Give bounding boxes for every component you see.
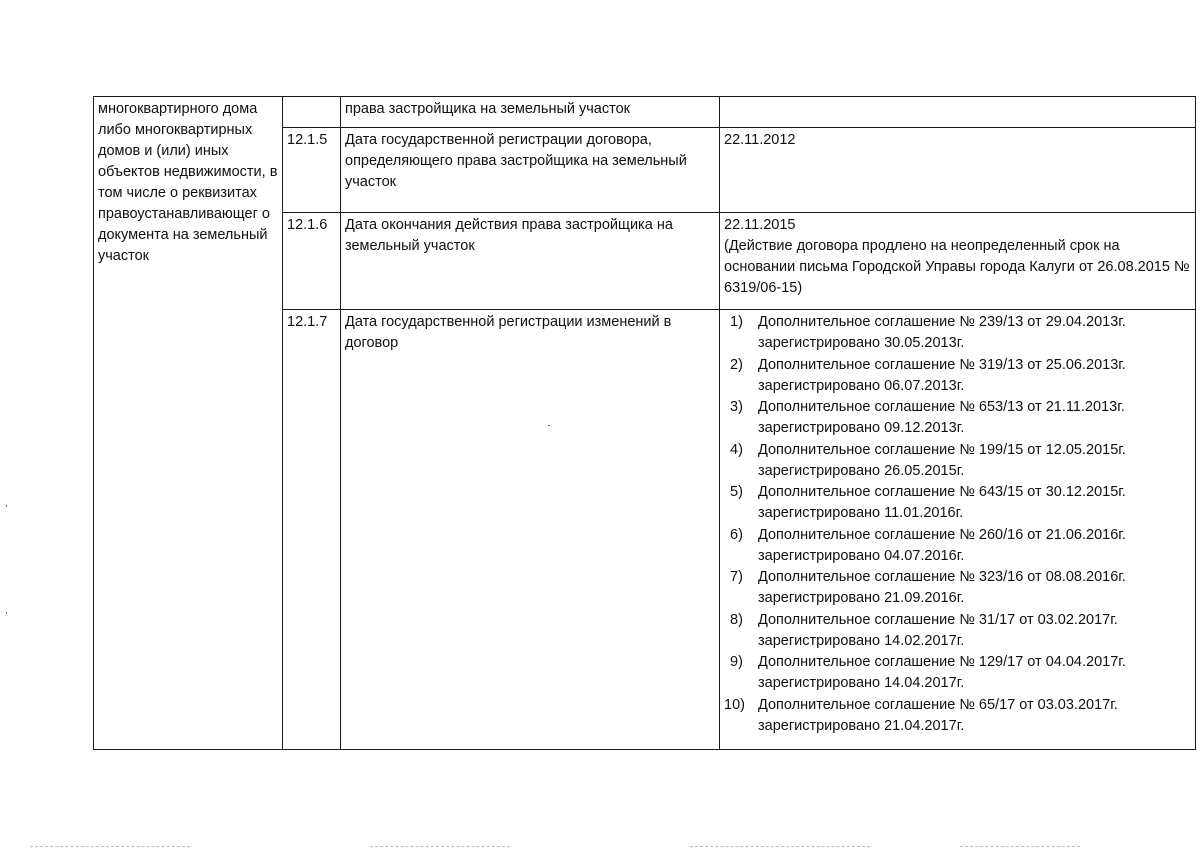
list-item xyxy=(724,355,1191,397)
scan-speck xyxy=(6,612,7,614)
list-item xyxy=(724,567,1191,609)
table-row xyxy=(94,97,1196,128)
scan-edge-line xyxy=(30,846,190,848)
agreement-text: Дополнительное соглашение № 260/16 от 21.06.2016г. xyxy=(758,526,1126,543)
registration-text: зарегистрировано 30.05.2013г. xyxy=(758,335,965,351)
scan-edge-line xyxy=(370,846,510,848)
list-item-number: 8) xyxy=(730,611,743,628)
agreement-text: Дополнительное соглашение № 643/15 от 30.12.2015г. xyxy=(758,484,1126,500)
registration-text: зарегистрировано 06.07.2013г. xyxy=(758,377,965,394)
scan-edge-line xyxy=(690,846,870,848)
agreement-text: Дополнительное соглашение № 319/13 от 25.06.2013г. xyxy=(758,356,1126,373)
agreement-text: Дополнительное соглашение № 653/13 от 21.11.2013г. xyxy=(758,399,1125,415)
list-item xyxy=(724,525,1191,567)
agreement-text: Дополнительное соглашение № 65/17 от 03.03.2017г. xyxy=(758,696,1118,713)
property-info-table xyxy=(93,96,1196,750)
row-label-cell: Дата окончания действия права застройщика на земельный участок xyxy=(341,213,720,310)
row-value-cell: 22.11.2012 xyxy=(720,128,1196,213)
agreement-text: Дополнительное соглашение № 31/17 от 03.02.2017г. xyxy=(758,611,1118,628)
list-item-number: 1) xyxy=(730,314,743,330)
list-item-number: 3) xyxy=(730,399,743,415)
agreement-text: Дополнительное соглашение № 323/16 от 08.08.2016г. xyxy=(758,569,1126,585)
list-item xyxy=(724,440,1191,482)
list-item-number: 5) xyxy=(730,484,743,500)
list-item xyxy=(724,652,1191,694)
list-item-number: 2) xyxy=(730,356,743,373)
scan-edge-line xyxy=(960,846,1080,848)
row-value-cell xyxy=(720,97,1196,128)
row-number-cell: 12.1.6 xyxy=(283,213,341,310)
registration-text: зарегистрировано 21.04.2017г. xyxy=(758,717,965,734)
section-description-cell: многоквартирного дома либо многоквартирных домов и (или) иных объектов недвижимости, в том числе о реквизитах правоустанавливающег о документа на земельный участок xyxy=(94,97,283,750)
end-date: 22.11.2015 xyxy=(724,217,796,233)
list-item xyxy=(724,312,1191,354)
list-item-number: 10) xyxy=(724,696,745,713)
registration-text: зарегистрировано 21.09.2016г. xyxy=(758,590,965,606)
agreement-text: Дополнительное соглашение № 199/15 от 12.05.2015г. xyxy=(758,441,1126,458)
list-item xyxy=(724,610,1191,652)
registration-text: зарегистрировано 14.04.2017г. xyxy=(758,675,965,691)
list-item-number: 9) xyxy=(730,654,743,670)
row-value-cell xyxy=(720,213,1196,310)
registration-text: зарегистрировано 09.12.2013г. xyxy=(758,420,965,436)
list-item-number: 6) xyxy=(730,526,743,543)
row-label-cell: Дата государственной регистрации договора, определяющего права застройщика на земельный участок xyxy=(341,128,720,213)
registration-text: зарегистрировано 04.07.2016г. xyxy=(758,547,965,564)
row-label-cell: Дата государственной регистрации изменений в договор xyxy=(341,310,720,750)
list-item xyxy=(724,397,1191,439)
row-number-cell: 12.1.5 xyxy=(283,128,341,213)
row-label-cell: права застройщика на земельный участок xyxy=(341,97,720,128)
agreement-text: Дополнительное соглашение № 239/13 от 29.04.2013г. xyxy=(758,314,1126,330)
registration-text: зарегистрировано 26.05.2015г. xyxy=(758,462,965,479)
list-item-number: 7) xyxy=(730,569,743,585)
scan-speck xyxy=(6,505,7,507)
list-item xyxy=(724,482,1191,524)
list-item-number: 4) xyxy=(730,441,743,458)
list-item xyxy=(724,695,1191,737)
scan-speck xyxy=(548,425,550,426)
row-number-cell xyxy=(283,97,341,128)
agreements-list xyxy=(724,312,1191,737)
registration-text: зарегистрировано 11.01.2016г. xyxy=(758,505,964,521)
agreement-text: Дополнительное соглашение № 129/17 от 04.04.2017г. xyxy=(758,654,1126,670)
row-value-cell xyxy=(720,310,1196,750)
extension-note: (Действие договора продлено на неопределенный срок на основании письма Городской Управы города Калуги от 26.08.2015 № 6319/06-15) xyxy=(724,238,1190,296)
registration-text: зарегистрировано 14.02.2017г. xyxy=(758,632,965,649)
row-number-cell: 12.1.7 xyxy=(283,310,341,750)
